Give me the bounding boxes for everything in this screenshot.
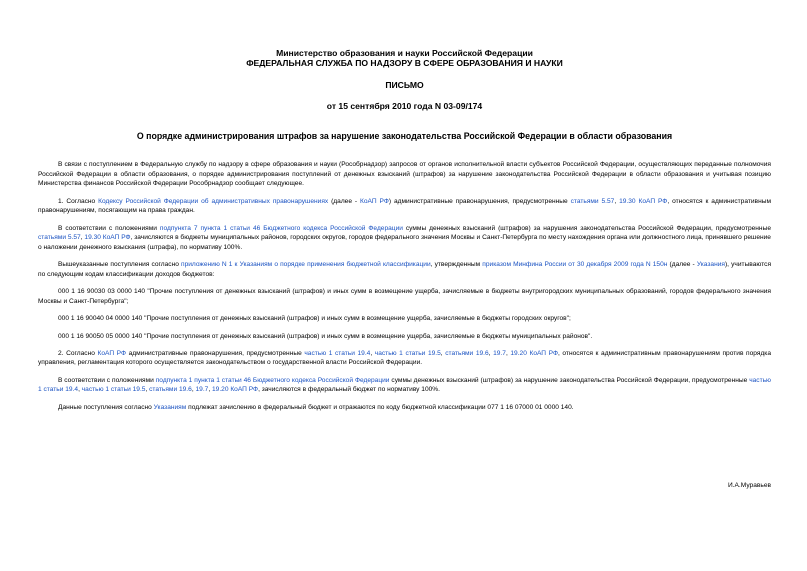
link-article-19-4[interactable]: частью 1 статьи 19.4 <box>38 376 771 394</box>
link-article-19-7[interactable]: 19.7 <box>493 349 506 357</box>
link-minfin-order[interactable]: приказом Минфина России от 30 декабря 2009 года N 150н <box>482 261 668 269</box>
link-koap[interactable]: КоАП РФ <box>97 349 127 357</box>
paragraph-classification: Вышеуказанные поступления согласно приложению N 1 к Указаниям о порядке применения бюджетной классификации, утвержденным приказом Минфина России от 30 декабря 2009 года N 150н (далее - Указания), учитываются по следующим кодам классификации доходов бюджетов: <box>38 261 772 278</box>
code-line-1: 000 1 16 90030 03 0000 140 "Прочие поступления от денежных взысканий (штрафов) и иных сумм в возмещение ущерба, зачисляемые в бюджеты внутригородских муниципальных образований, городов федерального значения Москвы и Санкт-Петербурга"; <box>38 288 771 305</box>
paragraph-federal-budget: Данные поступления согласно Указаниям подлежат зачислению в федеральный бюджет и отражаются по коду бюджетной классификации 077 1 16 07000 01 0000 140. <box>58 403 574 411</box>
link-budget-code-46-1[interactable]: подпункта 1 пункта 1 статьи 46 Бюджетного кодекса Российской Федерации <box>155 376 390 384</box>
code-line-2: 000 1 16 90040 04 0000 140 "Прочие поступления от денежных взысканий (штрафов) и иных сумм в возмещение ущерба, зачисляемые в бюджеты городских округов"; <box>58 315 571 323</box>
link-article-19-20[interactable]: 19.20 КоАП РФ <box>212 386 259 394</box>
paragraph-budget-code-1: В соответствии с положениями подпункта 1 пункта 1 статьи 46 Бюджетного кодекса Российской Федерации суммы денежных взысканий (штрафов) за нарушение законодательства Российской Федерации, предусмотренные частью 1 статьи 19.4, частью 1 статьи 19.5, статьями 19.6, 19.7, 19.20 КоАП РФ, зачисляются в федеральный бюджет по нормативу 100%. <box>38 376 771 394</box>
ministry-name: Министерство образования и науки Российской Федерации <box>276 48 533 58</box>
link-article-19-30[interactable]: 19.30 КоАП РФ <box>619 197 668 205</box>
link-article-19-30[interactable]: 19.30 КоАП РФ <box>84 234 131 242</box>
link-appendix-1[interactable]: приложению N 1 к Указаниям о порядке применения бюджетной классификации <box>181 261 431 269</box>
link-article-5-57[interactable]: статьями 5.57 <box>570 197 615 205</box>
link-koap-code[interactable]: Кодексу Российской Федерации об административных правонарушениях <box>98 197 329 205</box>
link-article-19-4[interactable]: частью 1 статьи 19.4 <box>304 349 371 357</box>
link-article-19-6[interactable]: статьями 19.6 <box>445 349 489 357</box>
link-instructions[interactable]: Указания <box>696 261 725 269</box>
document-type: ПИСЬМО <box>385 80 424 90</box>
link-article-19-7[interactable]: 19.7 <box>195 386 209 394</box>
service-name: ФЕДЕРАЛЬНАЯ СЛУЖБА ПО НАДЗОРУ В СФЕРЕ ОБРАЗОВАНИЯ И НАУКИ <box>246 58 563 68</box>
document-date-number: от 15 сентября 2010 года N 03-09/174 <box>326 101 483 111</box>
document-body <box>38 160 771 420</box>
link-article-19-6[interactable]: статьями 19.6 <box>149 386 192 394</box>
link-article-5-57[interactable]: статьями 5.57 <box>38 234 81 242</box>
link-koap[interactable]: КоАП РФ <box>360 197 389 205</box>
code-line-3: 000 1 16 90050 05 0000 140 "Прочие поступления от денежных взысканий (штрафов) и иных сумм в возмещение ущерба, зачисляемые в бюджеты муниципальных районов". <box>58 332 593 340</box>
paragraph-budget-code-7: В соответствии с положениями подпункта 7 пункта 1 статьи 46 Бюджетного кодекса Российской Федерации суммы денежных взысканий (штрафов) за нарушения законодательства Российской Федерации, предусмотренные статьями 5.57, 19.30 КоАП РФ, зачисляются в бюджеты муниципальных районов, городских округов, городов федерального значения Москвы и Санкт-Петербурга по месту нахождения органа или должностного лица, принявшего решение о наложении денежного взыскания (штрафа), по нормативу 100%. <box>38 224 771 251</box>
signature: И.А.Муравьев <box>727 482 771 489</box>
link-budget-code-46-7[interactable]: подпункта 7 пункта 1 статьи 46 Бюджетного кодекса Российской Федерации <box>159 224 403 232</box>
paragraph-1: 1. Согласно Кодексу Российской Федерации об административных правонарушениях (далее - КоАП РФ) административные правонарушения, предусмотренные статьями 5.57, 19.30 КоАП РФ, относятся к административным правонарушениям, посягающим на права граждан. <box>38 197 771 215</box>
link-article-19-20[interactable]: 19.20 КоАП РФ <box>510 349 558 357</box>
paragraph-intro: В связи с поступлением в Федеральную службу по надзору в сфере образования и науки (Рособрнадзор) запросов от органов исполнительной власти субъектов Российской Федерации, осуществляющих переданные полномочия Российской Федерации в области образования, о порядке администрирования поступлений от денежных взысканий (штрафов) за нарушение законодательства Российской Федерации в области образования и учитывая позицию Министерства финансов Российской Федерации Рособрнадзор сообщает следующее. <box>38 161 771 188</box>
paragraph-2: 2. Согласно КоАП РФ административные правонарушения, предусмотренные частью 1 статьи 19.4, частью 1 статьи 19.5, статьями 19.6, 19.7, 19.20 КоАП РФ, относятся к административным правонарушениям против порядка управления, регламентация которого осуществляется законодательством о государственной власти Российской Федерации. <box>38 349 771 367</box>
document-title: О порядке администрирования штрафов за нарушение законодательства Российской Федерации в области образования <box>136 131 673 141</box>
link-instructions[interactable]: Указаниям <box>153 403 187 411</box>
link-article-19-5[interactable]: частью 1 статьи 19.5 <box>374 349 441 357</box>
link-article-19-5[interactable]: частью 1 статьи 19.5 <box>81 386 146 394</box>
